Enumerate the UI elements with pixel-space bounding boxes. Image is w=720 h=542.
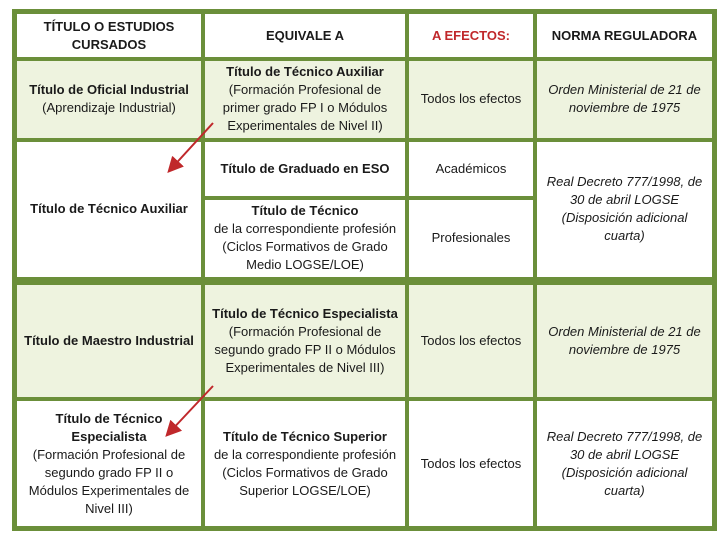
equivalent-title: Título de Técnico	[251, 203, 359, 219]
regulation-cell: Real Decreto 777/1998, de 30 de abril LOGSE (Disposición adicional cuarta)	[535, 140, 714, 279]
studied-detail: (Formación Profesional de segundo grado FP II o Módulos Experimentales de Nivel III)	[28, 446, 190, 516]
studied-title: Título de Oficial Industrial	[29, 82, 189, 98]
effects-cell: Todos los efectos	[407, 399, 535, 528]
equivalent-cell	[203, 59, 407, 139]
header-row	[15, 12, 714, 59]
table-row	[15, 140, 714, 198]
studied-title: Título de Maestro Industrial	[24, 332, 194, 348]
equivalent-cell	[203, 279, 407, 400]
header-studied: TÍTULO O ESTUDIOS CURSADOS	[15, 12, 203, 59]
equivalent-title: Título de Técnico Especialista	[212, 305, 398, 321]
header-regulation: NORMA REGULADORA	[535, 12, 714, 59]
equivalent-title: Título de Graduado en ESO	[220, 160, 390, 176]
studied-cell	[15, 140, 203, 279]
equivalence-table	[12, 9, 717, 531]
effects-cell: Profesionales	[407, 198, 535, 278]
effects-cell: Académicos	[407, 140, 535, 198]
effects-cell: Todos los efectos	[407, 59, 535, 139]
table-row	[15, 399, 714, 528]
equivalent-detail: (Formación Profesional de segundo grado FP II o Módulos Experimentales de Nivel III)	[214, 323, 396, 375]
regulation-cell: Orden Ministerial de 21 de noviembre de 1975	[535, 279, 714, 400]
equivalent-cell	[203, 399, 407, 528]
studied-title: Título de Técnico Especialista	[55, 410, 163, 444]
studied-cell	[15, 279, 203, 400]
studied-title: Título de Técnico Auxiliar	[30, 201, 188, 217]
equivalent-detail: (Formación Profesional de primer grado FP I o Módulos Experimentales de Nivel II)	[222, 82, 388, 134]
equivalent-cell	[203, 198, 407, 278]
table-row	[15, 279, 714, 400]
equivalent-detail: de la correspondiente profesión (Ciclos Formativos de Grado Superior LOGSE/LOE)	[213, 446, 397, 498]
equivalent-cell	[203, 140, 407, 198]
header-effects: A EFECTOS:	[407, 12, 535, 59]
regulation-cell: Orden Ministerial de 21 de noviembre de 1975	[535, 59, 714, 139]
studied-cell	[15, 399, 203, 528]
studied-detail: (Aprendizaje Industrial)	[42, 100, 176, 116]
equivalent-detail: de la correspondiente profesión (Ciclos Formativos de Grado Medio LOGSE/LOE)	[213, 221, 397, 273]
regulation-cell: Real Decreto 777/1998, de 30 de abril LOGSE (Disposición adicional cuarta)	[535, 399, 714, 528]
header-equivalent: EQUIVALE A	[203, 12, 407, 59]
equivalent-title: Título de Técnico Auxiliar	[226, 64, 384, 80]
table-row	[15, 59, 714, 139]
equivalent-title: Título de Técnico Superior	[223, 428, 387, 444]
studied-cell	[15, 59, 203, 139]
effects-cell: Todos los efectos	[407, 279, 535, 400]
